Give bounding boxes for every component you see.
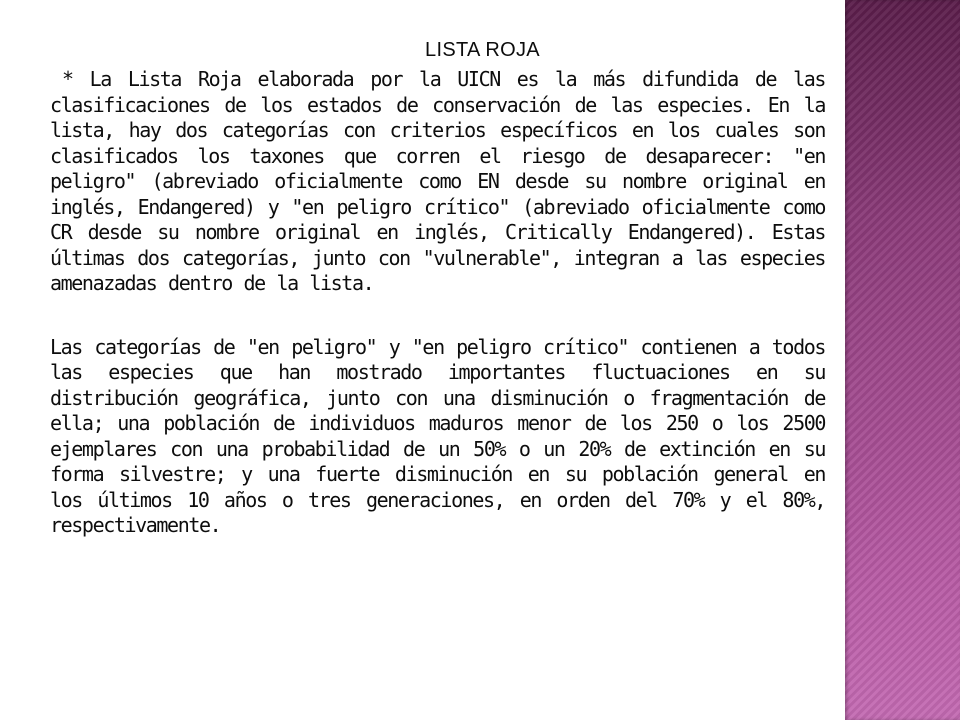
paragraph-intro: * La Lista Roja elaborada por la UICN es la más difundida de las clasificaciones de los estados de conservación de las especies. En la lista, hay dos categorías con criterios específicos en los cuales son clasificados los taxones que corren el riesgo de desaparecer: "en peligro" (abreviado oficialmente como EN desde su nombre original en inglés, Endangered) y "en peligro crítico" (abreviado oficialmente como CR desde su nombre original en inglés, Critically Endangered). Estas últimas dos categorías, junto con "vulnerable", integran a las especies amenazadas dentro de la lista. [50, 67, 825, 295]
paragraph-categories: Las categorías de "en peligro" y "en peligro crítico" contienen a todos las especies que han mostrado importantes fluctuaciones en su distribución geográfica, junto con una disminución o fragmentación de ella; una población de individuos maduros menor de los 250 o los 2500 ejemplares con una probabilidad de un 50% o un 20% de extinción en su forma silvestre; y una fuerte disminución en su población general en los últimos 10 años o tres generaciones, en orden del 70% y el 80%, respectivamente. [50, 334, 825, 537]
slide-title: LISTA ROJA [425, 39, 540, 61]
decorative-side-panel [845, 0, 960, 720]
slide-content [50, 38, 825, 539]
